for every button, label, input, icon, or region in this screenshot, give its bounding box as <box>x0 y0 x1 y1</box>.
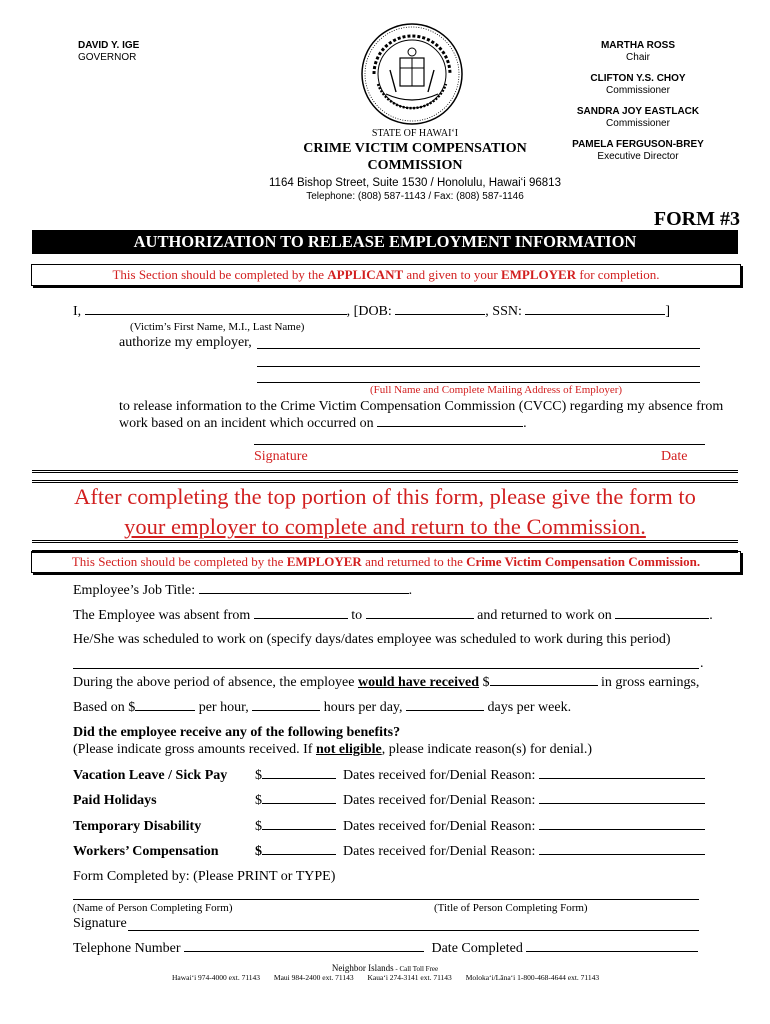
instruction-line2: your employer to complete and return to the Commission. <box>124 514 646 539</box>
days-per-week-label: days per week. <box>487 700 572 715</box>
reason-label: Dates received for/Denial Reason: <box>343 793 536 808</box>
release-text-line2 <box>119 416 527 432</box>
footer-phone-numbers <box>172 973 599 982</box>
notice-employer: EMPLOYER <box>500 267 577 282</box>
benefit-reason-field[interactable] <box>539 777 705 779</box>
officer-title: Commissioner <box>606 118 670 129</box>
date-completed-field[interactable] <box>526 950 698 952</box>
employer-signature-label: Signature <box>73 916 127 931</box>
dollar-sign: $ <box>255 768 262 783</box>
hourly-rate-field[interactable] <box>135 709 195 711</box>
contact-row <box>73 941 698 957</box>
period: . <box>523 416 527 431</box>
earnings-text: During the above period of absence, the employee <box>73 675 358 690</box>
to-label: to <box>351 608 363 623</box>
victim-info-row <box>73 304 713 320</box>
dob-label: , [DOB: <box>346 304 392 319</box>
governor-name: DAVID Y. IGE <box>78 40 140 51</box>
notice-text: This Section should be completed by the <box>112 267 328 282</box>
form-title-banner: AUTHORIZATION TO RELEASE EMPLOYMENT INFORMATION <box>32 230 738 254</box>
victim-name-field[interactable] <box>85 313 347 315</box>
island-phone: Hawai‘i 974-4000 ext. 71143 <box>172 973 261 982</box>
benefit-label: Vacation Leave / Sick Pay <box>73 768 228 783</box>
reason-label: Dates received for/Denial Reason: <box>343 819 536 834</box>
applicant-section-notice <box>31 264 741 286</box>
benefit-label: Temporary Disability <box>73 819 202 834</box>
date-completed-label: Date Completed <box>431 941 523 956</box>
authorize-label: authorize my employer, <box>119 335 252 350</box>
agency-phone: Telephone: (808) 587-1143 / Fax: (808) 587-1146 <box>306 191 524 202</box>
officer-name: PAMELA FERGUSON-BREY <box>572 139 704 150</box>
officer-name: CLIFTON Y.S. CHOY <box>590 73 686 84</box>
dob-field[interactable] <box>395 313 485 315</box>
absence-row: The Employee was absent from to and returned to work on . <box>73 608 713 623</box>
employer-address-field-2[interactable] <box>257 381 700 383</box>
notice-employer: EMPLOYER <box>286 554 362 569</box>
benefit-reason-field[interactable] <box>539 828 705 830</box>
earnings-text: in gross earnings, <box>601 675 700 690</box>
instruction-text <box>32 482 738 542</box>
days-per-week-field[interactable] <box>406 709 484 711</box>
benefit-amount-field[interactable] <box>262 853 336 855</box>
employer-name-field[interactable] <box>257 347 700 349</box>
benefit-amount-field[interactable] <box>262 802 336 804</box>
i-label: I, <box>73 304 82 319</box>
date-label: Date <box>661 449 688 464</box>
employer-signature-field[interactable] <box>128 929 699 931</box>
officer-title: Commissioner <box>606 85 670 96</box>
reason-label: Dates received for/Denial Reason: <box>343 768 536 783</box>
benefits-note-text: , please indicate reason(s) for denial.) <box>381 742 593 757</box>
hours-per-day-label: hours per day, <box>323 700 403 715</box>
state-seal-icon <box>360 22 464 126</box>
employer-caption: (Full Name and Complete Mailing Address of Employer) <box>370 384 623 396</box>
job-title-field[interactable] <box>199 592 409 594</box>
officer-name: MARTHA ROSS <box>600 40 676 51</box>
island-phone: Kaua‘i 274-3141 ext. 71143 <box>367 973 452 982</box>
completer-title-caption: (Title of Person Completing Form) <box>434 902 588 914</box>
dollar-sign: $ <box>255 793 262 808</box>
victim-name-caption: (Victim’s First Name, M.I., Last Name) <box>130 321 305 333</box>
benefit-reason-field[interactable] <box>539 802 705 804</box>
ssn-field[interactable] <box>525 313 665 315</box>
release-text: work based on an incident which occurred on <box>119 416 374 431</box>
completer-name-title-field[interactable] <box>73 898 699 900</box>
scheduled-days-field[interactable] <box>73 667 699 669</box>
footer-heading <box>0 963 770 973</box>
notice-text: and returned to the <box>361 554 467 569</box>
incident-date-field[interactable] <box>377 425 523 427</box>
notice-applicant: APPLICANT <box>327 267 404 282</box>
employer-address-field-1[interactable] <box>257 365 700 367</box>
returned-label: and returned to work on <box>477 608 612 623</box>
earnings-emphasis: would have received <box>357 675 480 690</box>
per-hour-label: per hour, <box>198 700 249 715</box>
commission-officers <box>568 40 708 163</box>
officer-title: Executive Director <box>597 151 679 162</box>
benefit-amount-field[interactable] <box>262 777 336 779</box>
benefits-note-emphasis: not eligible <box>315 742 382 757</box>
notice-text: for completion. <box>576 267 660 282</box>
earnings-row <box>73 675 699 691</box>
close-bracket: ] <box>665 304 671 319</box>
completer-name-caption: (Name of Person Completing Form) <box>73 902 233 914</box>
scheduled-label: He/She was scheduled to work on (specify days/dates employee was scheduled to work during this period) <box>73 632 671 647</box>
dollar-sign: $ <box>255 844 262 859</box>
employer-section-notice <box>31 551 741 573</box>
benefits-note-text: (Please indicate gross amounts received. If <box>73 742 316 757</box>
release-text-line1: to release information to the Crime Victim Compensation Commission (CVCC) regarding my absence from <box>119 399 724 414</box>
benefits-question: Did the employee receive any of the following benefits? <box>73 725 401 740</box>
hours-per-day-field[interactable] <box>252 709 320 711</box>
notice-text: This Section should be completed by the <box>71 554 287 569</box>
based-on-label: Based on $ <box>73 700 136 715</box>
reason-label: Dates received for/Denial Reason: <box>343 844 536 859</box>
island-phone: Moloka‘i/Lāna‘i 1-800-468-4644 ext. 71143 <box>465 973 600 982</box>
instruction-line1: After completing the top portion of this form, please give the form to <box>74 484 696 509</box>
benefit-amount-field[interactable] <box>262 828 336 830</box>
benefits-note <box>73 742 592 758</box>
absent-from-label: The Employee was absent from <box>73 608 251 623</box>
job-title-label: Employee’s Job Title: <box>73 583 196 598</box>
footer-heading-text: Neighbor Islands <box>331 963 394 973</box>
completed-by-label: Form Completed by: (Please PRINT or TYPE) <box>73 869 336 884</box>
applicant-signature-field[interactable] <box>254 443 705 445</box>
absent-from-field[interactable] <box>254 617 348 619</box>
job-title-row: Employee’s Job Title: . <box>73 583 413 598</box>
absent-to-field[interactable] <box>366 617 474 619</box>
benefit-label: Workers’ Compensation <box>73 844 219 859</box>
rate-row <box>73 700 571 716</box>
footer-heading-note: - Call Toll Free <box>393 965 439 973</box>
notice-text: and given to your <box>403 267 501 282</box>
telephone-label: Telephone Number <box>73 941 181 956</box>
dollar-sign: $ <box>479 675 490 690</box>
benefit-label: Paid Holidays <box>73 793 157 808</box>
benefit-reason-field[interactable] <box>539 853 705 855</box>
island-phone: Maui 984-2400 ext. 71143 <box>273 973 354 982</box>
officer-title: Chair <box>626 52 650 63</box>
notice-commission: Crime Victim Compensation Commission. <box>466 554 701 569</box>
dollar-sign: $ <box>255 819 262 834</box>
signature-label: Signature <box>254 449 308 464</box>
period: . <box>700 656 704 671</box>
agency-block <box>250 128 580 203</box>
agency-name-line2: COMMISSION <box>367 158 463 173</box>
state-name: STATE OF HAWAI‘I <box>371 128 459 139</box>
ssn-label: , SSN: <box>485 304 522 319</box>
returned-date-field[interactable] <box>615 617 709 619</box>
agency-name-line1: CRIME VICTIM COMPENSATION <box>303 141 527 156</box>
form-number: FORM #3 <box>653 208 740 230</box>
gross-earnings-field[interactable] <box>490 684 598 686</box>
governor-block <box>78 40 139 64</box>
telephone-field[interactable] <box>184 950 424 952</box>
governor-title: GOVERNOR <box>78 52 137 63</box>
officer-name: SANDRA JOY EASTLACK <box>576 106 700 117</box>
agency-address: 1164 Bishop Street, Suite 1530 / Honolulu, Hawai‘i 96813 <box>269 177 561 189</box>
